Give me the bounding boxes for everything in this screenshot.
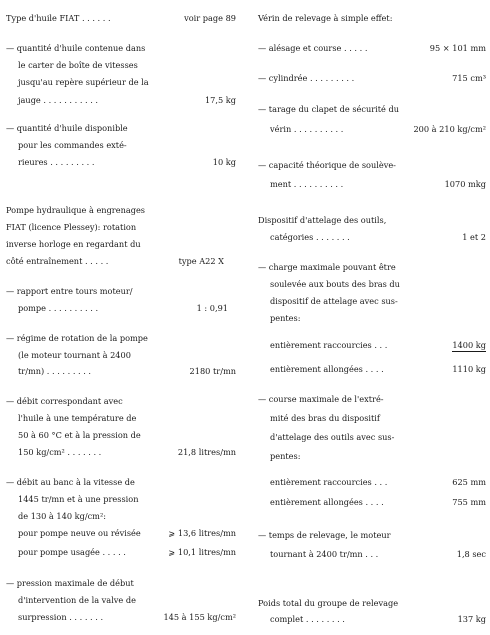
flow-l2: l'huile à une température de: [18, 413, 137, 423]
lift-time-value: 1,8 sec: [456, 549, 486, 559]
oil-available-l3: rieures . . . . . . . . .: [18, 157, 95, 167]
lift-capacity-l1: — capacité théorique de soulève-: [258, 160, 396, 170]
ratio-l2: pompe . . . . . . . . . .: [18, 303, 99, 313]
load-long-value: 1110 kg: [452, 364, 486, 374]
ratio-l1: — rapport entre tours moteur/: [6, 286, 133, 296]
displacement-value: 715 cm³: [452, 73, 486, 83]
oil-available-value: 10 kg: [212, 157, 236, 167]
pump-l4: côté entraînement . . . . .: [6, 256, 109, 266]
travel-long-label: entièrement allongées . . . .: [270, 497, 384, 507]
oil-gearbox-value: 17,5 kg: [204, 95, 236, 105]
oil-gearbox-l4: jauge . . . . . . . . . . .: [18, 95, 99, 105]
flow-l3: 50 à 60 °C et à la pression de: [18, 430, 141, 440]
total-weight-l2: complet . . . . . . . .: [270, 614, 345, 624]
displacement-label: — cylindrée . . . . . . . . .: [258, 73, 355, 83]
load-long-label: entièrement allongées . . . .: [270, 364, 384, 374]
max-travel-l4: pentes:: [270, 451, 301, 461]
max-travel-l2: mité des bras du dispositif: [270, 413, 380, 423]
bench-flow-l2: 1445 tr/mn et à une pression: [18, 494, 139, 504]
pump-value: type A22 X: [178, 256, 224, 266]
pump-speed-l1: — régime de rotation de la pompe: [6, 333, 148, 343]
load-short-value: 1400 kg: [452, 340, 486, 350]
total-weight-l1: Poids total du groupe de relevage: [258, 598, 399, 608]
max-pressure-value: 145 à 155 kg/cm²: [163, 612, 236, 622]
valve-value: 200 à 210 kg/cm²: [413, 124, 486, 134]
pump-speed-l3: tr/mn) . . . . . . . . .: [18, 366, 92, 376]
max-pressure-l1: — pression maximale de début: [6, 578, 134, 588]
lift-time-l2: tournant à 2400 tr/mn . . .: [270, 549, 379, 559]
ratio-value: 1 : 0,91: [196, 303, 228, 313]
max-pressure-l2: d'intervention de la valve de: [18, 595, 136, 605]
flow-value: 21,8 litres/mn: [177, 447, 236, 457]
max-travel-l1: — course maximale de l'extré-: [258, 394, 384, 404]
oil-available-l1: — quantité d'huile disponible: [6, 123, 128, 133]
max-load-l4: pentes:: [270, 313, 301, 323]
lift-capacity-l2: ment . . . . . . . . . .: [270, 179, 344, 189]
oil-gearbox-l3: jusqu'au repère supérieur de la: [18, 77, 149, 87]
pump-speed-l2: (le moteur tournant à 2400: [18, 350, 131, 360]
max-load-l3: dispositif de attelage avec sus-: [270, 296, 398, 306]
max-load-l1: — charge maximale pouvant être: [258, 262, 396, 272]
oil-gearbox-l1: — quantité d'huile contenue dans: [6, 43, 146, 53]
max-travel-l3: d'attelage des outils avec sus-: [270, 432, 395, 442]
new-pump-value: ⩾ 13,6 litres/mn: [168, 528, 236, 538]
pump-l3: inverse horloge en regardant du: [6, 239, 141, 249]
bore-value: 95 × 101 mm: [429, 43, 486, 53]
lift-time-l1: — temps de relevage, le moteur: [258, 530, 391, 540]
pump-l2: FIAT (licence Plessey): rotation: [6, 222, 137, 232]
travel-short-label: entièrement raccourcies . . .: [270, 477, 388, 487]
new-pump-label: pour pompe neuve ou révisée: [18, 528, 141, 538]
lift-capacity-value: 1070 mkg: [444, 179, 486, 189]
hitch-l1: Dispositif d'attelage des outils,: [258, 215, 387, 225]
valve-l1: — tarage du clapet de sécurité du: [258, 104, 400, 114]
max-load-l2: soulevée aux bouts des bras du: [270, 279, 400, 289]
travel-short-value: 625 mm: [452, 477, 486, 487]
used-pump-value: ⩾ 10,1 litres/mn: [168, 547, 236, 557]
max-pressure-l3: surpression . . . . . . .: [18, 612, 104, 622]
oil-available-l2: pour les commandes exté-: [18, 140, 127, 150]
used-pump-label: pour pompe usagée . . . . .: [18, 547, 126, 557]
hitch-l2: catégories . . . . . . .: [270, 232, 350, 242]
flow-l4: 150 kg/cm² . . . . . . .: [18, 447, 102, 457]
cylinder-title: Vérin de relevage à simple effet:: [258, 13, 393, 23]
bench-flow-l1: — débit au banc à la vitesse de: [6, 477, 135, 487]
pump-speed-value: 2180 tr/mn: [189, 366, 236, 376]
load-short-label: entièrement raccourcies . . .: [270, 340, 388, 350]
oil-type-label: Type d'huile FIAT . . . . . .: [6, 13, 111, 23]
valve-l2: vérin . . . . . . . . . .: [270, 124, 344, 134]
travel-long-value: 755 mm: [452, 497, 486, 507]
pump-l1: Pompe hydraulique à engrenages: [6, 205, 146, 215]
oil-gearbox-l2: le carter de boîte de vitesses: [18, 60, 138, 70]
bore-label: — alésage et course . . . . .: [258, 43, 368, 53]
total-weight-value: 137 kg: [457, 614, 486, 624]
oil-type-value: voir page 89: [184, 13, 236, 23]
flow-l1: — débit correspondant avec: [6, 396, 123, 406]
bench-flow-l3: de 130 à 140 kg/cm²:: [18, 511, 106, 521]
hitch-value: 1 et 2: [462, 232, 486, 242]
